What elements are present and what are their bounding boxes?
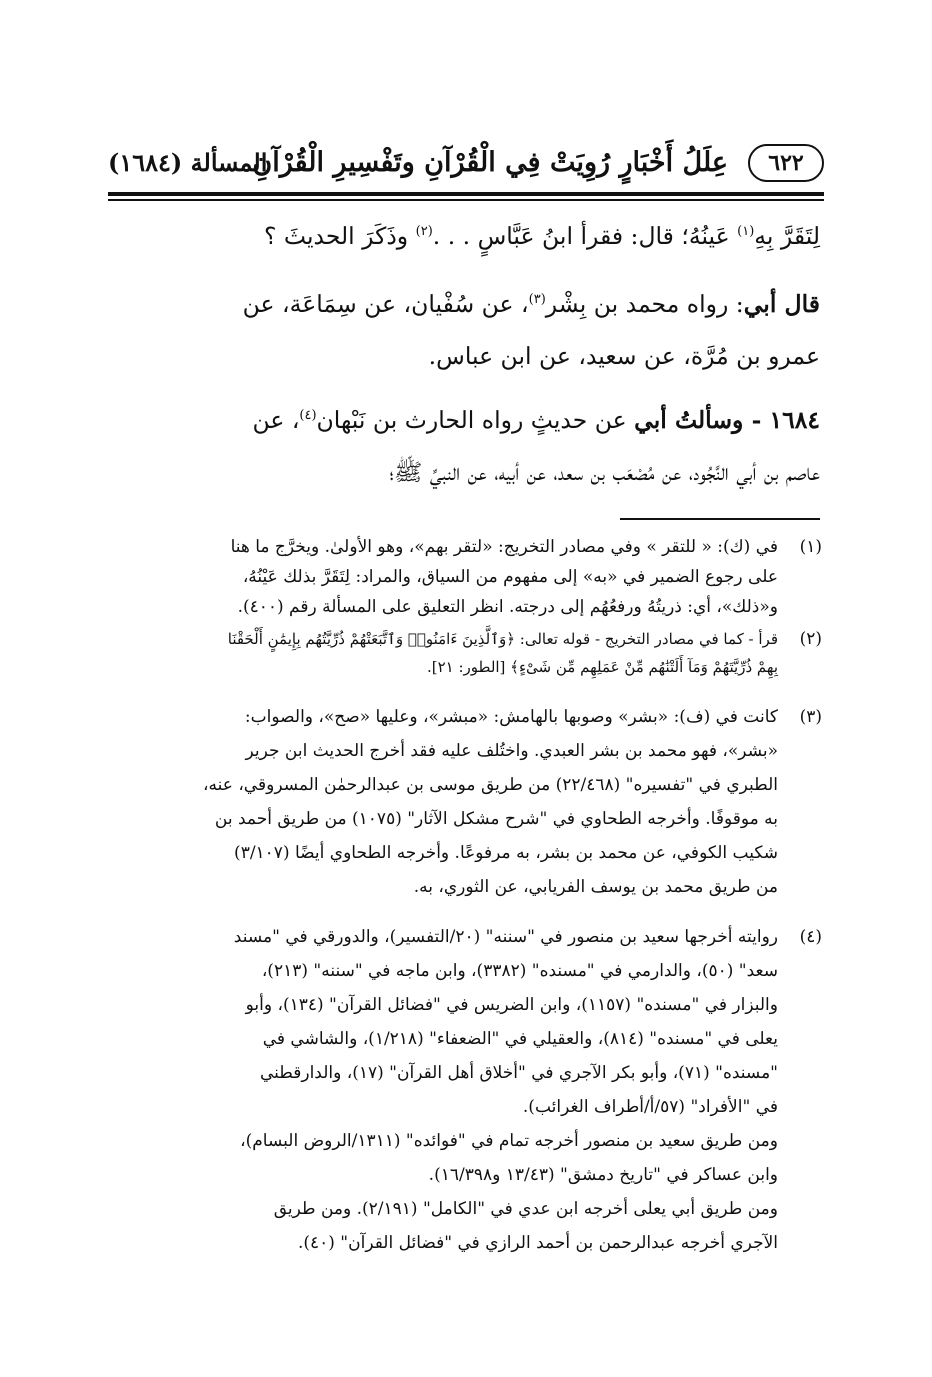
footnote-4 <box>104 922 822 952</box>
header-rule-thick <box>108 192 824 196</box>
footnote-line: به موقوفًا. وأخرجه الطحاوي في "شرح مشكل الآثار" (١٠٧٥) من طريق أحمد بن <box>214 809 778 829</box>
text-run: ، عن سُفْيان، عن سِمَاعَة، عن <box>242 290 529 318</box>
footnote-line: من طريق محمد بن يوسف الفريابي، عن الثوري، به. <box>413 877 778 897</box>
text-run: ، عن <box>252 406 300 434</box>
footnote-ref-2[interactable]: (٢) <box>415 224 433 239</box>
footnote-line: الطبري في "تفسيره" (٢٢/٤٦٨) من طريق موسى بن عبدالرحمٰن المسروقي، عنه، <box>203 775 778 795</box>
footnote-1 <box>104 532 822 562</box>
footnote-ref-3[interactable]: (٣) <box>528 292 546 307</box>
footnote-line: على رجوع الضمير في «به» إلى مفهوم من السياق، والمراد: لِتَقَرَّ بذلك عَيْنُهُ، <box>242 567 778 587</box>
footnote-2 <box>104 624 822 654</box>
main-line-1 <box>108 216 820 256</box>
footnote-line: و«ذلك»، أي: ذريتُهُ ورفعُهُم إلى درجته. انظر التعليق على المسألة رقم (٤٠٠). <box>237 597 778 617</box>
footnote-ref-4[interactable]: (٤) <box>299 408 317 423</box>
main-line-2 <box>108 284 820 324</box>
footnote-number: (١) <box>799 537 822 557</box>
footnote-line: «بشر»، فهو محمد بن بشر العبدي. واختُلف عليه فقد أخرج الحديث ابن جرير <box>245 741 778 761</box>
main-line-4 <box>108 400 820 440</box>
footnote-line: في "الأفراد" (٥٧/أ/أطراف الغرائب). <box>522 1097 778 1117</box>
footnote-ref-1[interactable]: (١) <box>737 224 755 239</box>
footnote-line: ومن طريق أبي يعلى أخرجه ابن عدي في "الكامل" (٢/١٩١). ومن طريق <box>273 1199 778 1219</box>
footnote-line: سعد" (٥٠)، والدارمي في "مسنده" (٣٣٨٢)، وابن ماجه في "سننه" (٢١٣)، <box>261 961 778 981</box>
footnote-line: شكيب الكوفي، عن محمد بن بشر، به مرفوعًا. وأخرجه الطحاوي أيضًا (٣/١٠٧) <box>234 843 778 863</box>
speaker-label: قال أبي <box>743 290 820 318</box>
book-title: عِلَلُ أَخْبَارٍ رُوِيَتْ فِي الْقُرْآنِ وتَفْسِيرِ الْقُرْآنِ <box>252 147 728 178</box>
footnote-line: الآجري أخرجه عبدالرحمن بن أحمد الرازي في "فضائل القرآن" (٤٠). <box>297 1233 778 1253</box>
header-rule-thin <box>108 199 824 201</box>
footnote-number: (٢) <box>799 629 822 649</box>
main-line-5: عاصم بن أبي النَّجُود، عن مُصْعَب بن سعد، عن أبيه، عن النبيِّ ﷺ؛ <box>389 458 820 486</box>
footnote-text: كانت في (ف): «بشر» وصوبها بالهامش: «مبشر»، وعليها «صح»، والصواب: <box>244 707 778 727</box>
footnote-line: "مسنده" (٧١)، وأبو بكر الآجري في "أخلاق أهل القرآن" (١٧)، والدارقطني <box>259 1063 778 1083</box>
footnote-number: (٤) <box>799 927 822 947</box>
page-number-badge: ٦٢٢ <box>748 144 824 182</box>
footnote-line: بِهِمْ ذُرِّيَّتَهُمْ وَمَآ أَلَتْنَٰهُم مِّنْ عَمَلِهِم مِّن شَىْءٍ﴾ [الطور: ٢١]. <box>426 658 778 676</box>
main-line-3: عمرو بن مُرَّة، عن سعيد، عن ابن عباس. <box>428 342 820 370</box>
footnote-3 <box>104 702 822 732</box>
footnote-text: قرأ - كما في مصادر التخريج - قوله تعالى: ﴿وَٱلَّذِينَ ءَامَنُوا۟ وَٱتَّبَعَتْهُمْ ذُرِّيَّتُهُم بِإِيمَٰنٍ أَلْحَقْنَا <box>227 630 778 648</box>
text-run: لِتَقَرَّ بِهِ <box>754 222 820 250</box>
question-number: المسألة (١٦٨٤) <box>108 148 268 177</box>
footnote-separator <box>620 518 820 520</box>
footnote-number: (٣) <box>799 707 822 727</box>
text-run: عَينُهُ؛ قال: فقرأ ابنُ عَبَّاسٍ . . . <box>432 222 738 250</box>
page-header <box>108 142 824 192</box>
question-heading: ١٦٨٤ - وسألتُ أبي <box>634 406 820 434</box>
text-run: عن حديثٍ رواه الحارث بن نَبْهان <box>316 406 635 434</box>
footnote-line: ومن طريق سعيد بن منصور أخرجه تمام في "فوائده" (١٣١١/الروض البسام)، <box>240 1131 778 1151</box>
text-run: وذَكَرَ الحديثَ ؟ <box>263 222 416 250</box>
text-run: : رواه محمد بن بِشْر <box>545 290 744 318</box>
footnote-line: وابن عساكر في "تاريخ دمشق" (١٣/٤٣ و١٦/٣٩٨). <box>428 1165 778 1185</box>
footnote-text: في (ك): « للتقر » وفي مصادر التخريج: «لتقر بهم»، وهو الأولىٰ. ويخرَّج ما هنا <box>230 537 778 557</box>
footnote-line: والبزار في "مسنده" (١١٥٧)، وابن الضريس في "فضائل القرآن" (١٣٤)، وأبو <box>245 995 778 1015</box>
footnote-text: روايته أخرجها سعيد بن منصور في "سننه" (٢٠/التفسير)، والدورقي في "مسند <box>233 927 778 947</box>
footnote-line: يعلى في "مسنده" (٨١٤)، والعقيلي في "الضعفاء" (١/٢١٨)، والشاشي في <box>262 1029 778 1049</box>
